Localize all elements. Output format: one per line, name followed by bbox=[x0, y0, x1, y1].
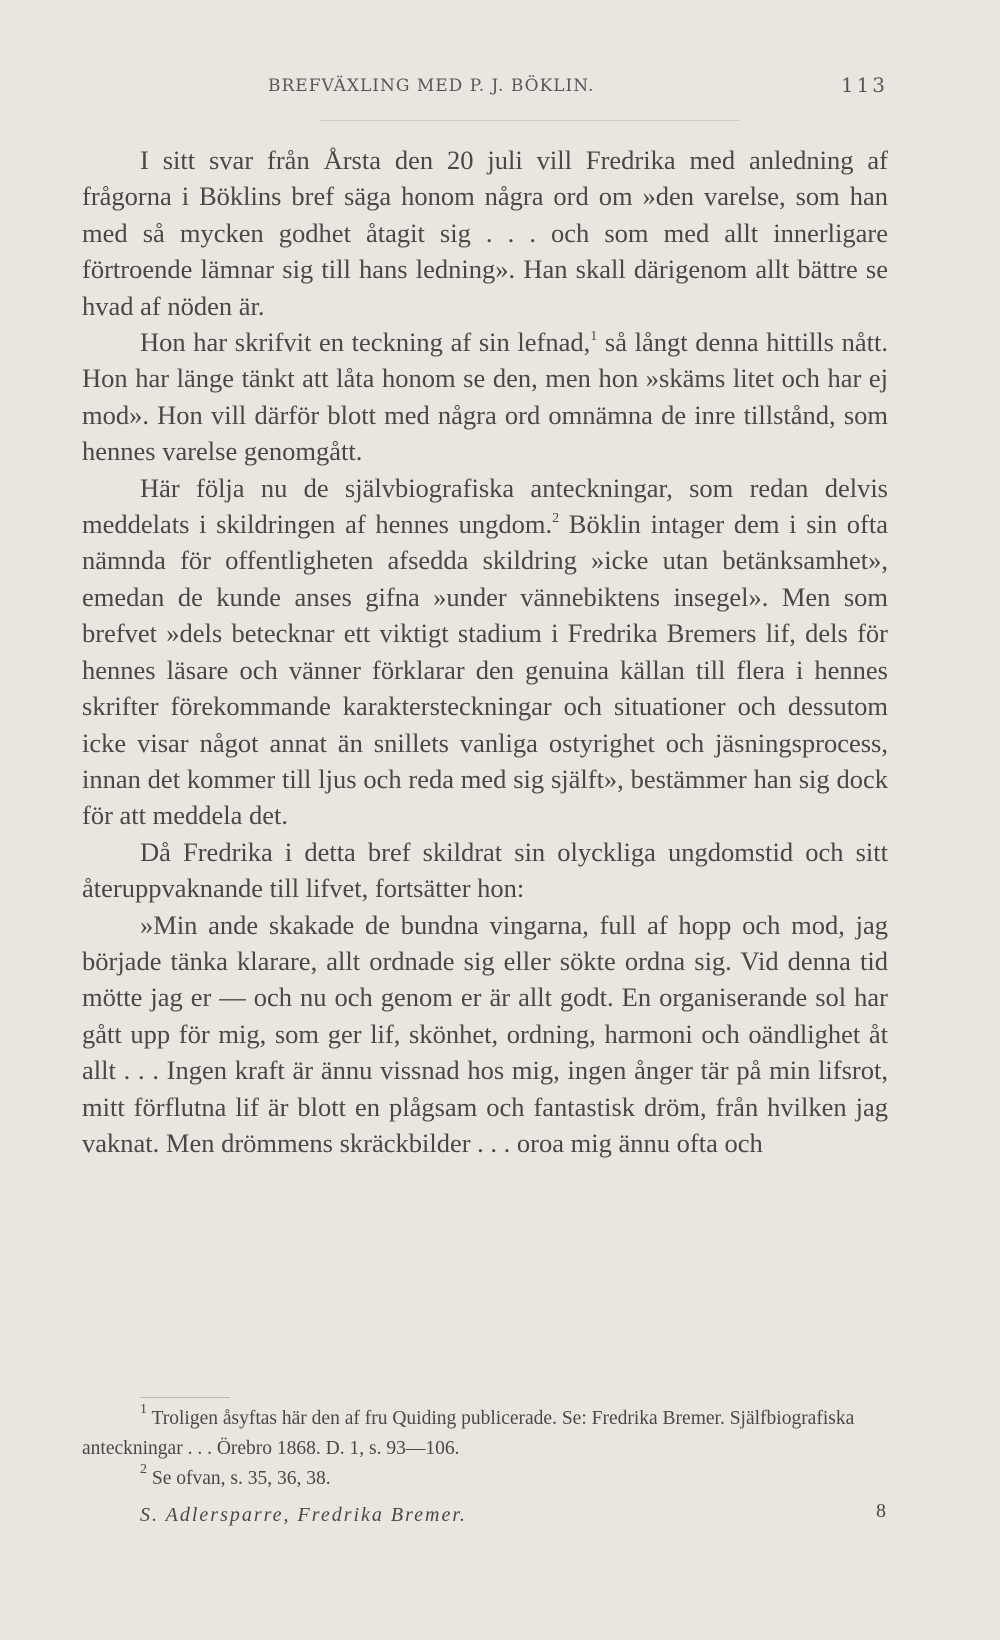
paragraph: Hon har skrifvit en teckning af sin lefnad,$^1$ så långt denna hittills nått. Hon har länge tänkt att låta honom se den, men hon »skäms litet och har ej mod». Hon vill därför blott med några ord omnämna de inre tillstånd, som hennes varelse genomgått. bbox=[82, 327, 889, 467]
footnote-rule bbox=[140, 1397, 230, 1398]
paragraph: »Min ande skakade de bundna vingarna, full af hopp och mod, jag började tänka klarare, allt ordnade sig eller sökte ordna sig. Vid denna tid mötte jag er — och nu och genom er är allt godt. En organiserande sol har gått upp för mig, som ger lif, skönhet, ordning, harmoni och oändlighet åt allt . . . Ingen kraft är ännu vissnad hos mig, ingen ånger tär på min lifsrot, mitt förflutna lif är blott en plågsam och fantastisk dröm, från hvilken jag vaknat. Men drömmens skräckbilder . . . oroa mig ännu ofta och bbox=[82, 909, 888, 1158]
footnote: $^1$ Troligen åsyftas här den af fru Quiding publicerade. Se: Fredrika Bremer. Själfbiografiska anteckningar . . . Örebro 1868. D. 1, s. 93—106. bbox=[82, 1402, 855, 1459]
paragraph: Då Fredrika i detta bref skildrat sin olyckliga ungdomstid och sitt återuppvaknande till lifvet, fortsätter hon: bbox=[82, 836, 888, 904]
page-number: 113 bbox=[840, 73, 888, 97]
footnotes bbox=[82, 1404, 888, 1494]
paragraph: I sitt svar från Årsta den 20 juli vill Fredrika med anledning af frågorna i Böklins bref säga honom några ord om »den varelse, som han med så mycken godhet åtagit sig . . . och som med allt innerligare förtroende lämnar sig till hans ledning». Han skall därigenom allt bättre se hvad af nöden är. bbox=[82, 145, 888, 321]
paragraph: Här följa nu de självbiografiska anteckningar, som redan delvis meddelats i skildringen af hennes ungdom.$^2$ Böklin intager dem i sin ofta nämnda för offentligheten afsedda skildring »icke utan betänksamhet», emedan de kunde anses gifna »under vännebiktens insegel». Men som brefvet »dels betecknar ett viktigt stadium i Fredrika Bremers lif, dels för hennes läsare och vänner förklarar den genuina källan till flera i hennes skrifter förekommande karaktersteckningar och situationer och dessutom icke visar något annat än snillets vanliga ostyrighet och jäsningsprocess, innan det kommer till ljus och reda med sig själft», bestämmer han sig dock för att meddela det. bbox=[82, 472, 888, 831]
footnote-ref: 2 bbox=[552, 511, 560, 527]
footnote: $^2$ Se ofvan, s. 35, 36, 38. bbox=[140, 1462, 331, 1489]
sheet-number: 8 bbox=[876, 1500, 888, 1522]
running-title: BREFVÄXLING MED P. J. BÖKLIN. bbox=[268, 76, 595, 96]
running-head bbox=[268, 73, 888, 97]
footnote-ref: 1 bbox=[590, 329, 598, 345]
header-rule bbox=[320, 120, 740, 121]
footnote-mark: 1 bbox=[140, 1402, 147, 1417]
body-text bbox=[82, 142, 888, 1161]
signature-text: S. Adlersparre, Fredrika Bremer. bbox=[140, 1504, 467, 1526]
footnote-mark: 2 bbox=[140, 1462, 147, 1477]
printer-signature bbox=[140, 1500, 888, 1527]
